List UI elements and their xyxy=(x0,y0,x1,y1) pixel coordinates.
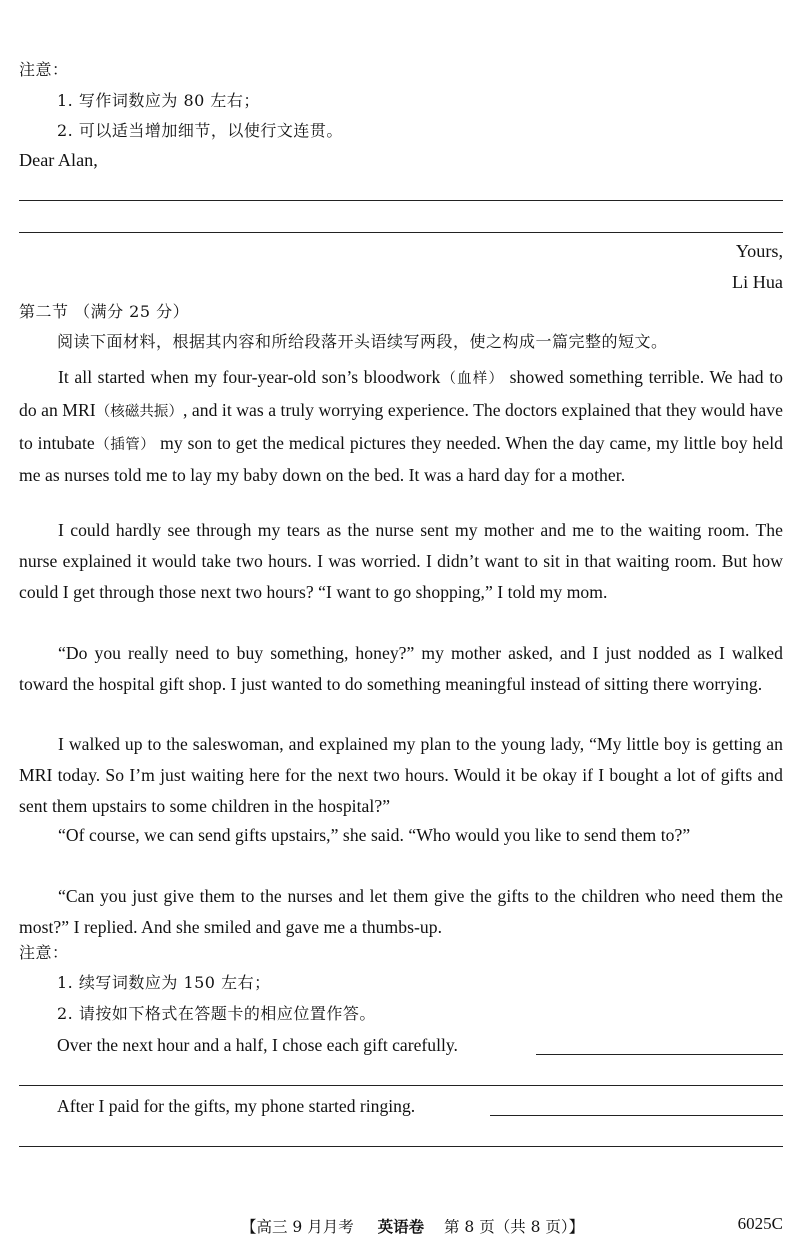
paragraph-text: “Can you just give them to the nurses and let them give the gifts to the children who need them the most?” I replied. And she smiled and gave me a thumbs-up. xyxy=(19,886,783,937)
story-paragraph xyxy=(19,515,783,607)
story-paragraph xyxy=(19,362,783,491)
continuation-prompt-1 xyxy=(57,1035,458,1056)
footer-code: 6025C xyxy=(737,1214,783,1233)
notice-heading-2: 注意： xyxy=(19,943,69,962)
paragraph-text: I could hardly see through my tears as the nurse sent my mother and me to the waiting room. The nurse explained it would take two hours. I was worried. I didn’t want to sit in that waiting room. But how could I get through those next two hours? “I want to go shopping,” I told my mom. xyxy=(19,520,783,602)
notice-item-2: 2. 可以适当增加细节，以使行文连贯。 xyxy=(57,121,343,140)
answer-line xyxy=(19,200,783,201)
salutation: Dear Alan, xyxy=(19,150,98,170)
answer-line xyxy=(490,1115,783,1116)
section-heading: 第二节 （满分 25 分） xyxy=(19,302,190,321)
continuation-prompt-2 xyxy=(57,1096,415,1117)
answer-line xyxy=(19,1146,783,1147)
footer-subject: 英语卷 xyxy=(377,1217,425,1236)
paragraph-text: “Do you really need to buy something, honey?” my mother asked, and I just nodded as I walked toward the hospital gift shop. I just wanted to do something meaningful instead of sitting there worrying. xyxy=(19,643,783,694)
paragraph-text: showed something terrible. We had to do an MRI xyxy=(19,367,783,420)
paragraph-text: , and it was a truly worrying experience. The doctors explained that they would have to intubate xyxy=(19,399,783,453)
answer-line xyxy=(536,1054,783,1055)
answer-line xyxy=(19,232,783,233)
prompt-text: Over the next hour and a half, I chose each gift carefully. xyxy=(57,1035,458,1055)
paragraph-text: I walked up to the saleswoman, and explained my plan to the young lady, “My little boy is getting an MRI today. So I’m just waiting here for the next two hours. Would it be okay if I bought a lot of gifts and sent them upstairs to some children in the hospital?” xyxy=(19,734,783,816)
notice-heading: 注意： xyxy=(19,60,69,79)
closing: Yours, xyxy=(735,241,783,261)
story-paragraph xyxy=(19,881,783,943)
paragraph-text: my son to get the medical pictures they needed. When the day came, my little boy held me as nurses told me to lay my baby down on the bed. It was a hard day for a mother. xyxy=(19,432,783,486)
notice-item-3: 1. 续写词数应为 150 左右； xyxy=(57,973,271,992)
signature: Li Hua xyxy=(731,272,783,292)
story-paragraph xyxy=(19,729,783,821)
chinese-gloss: （血样） xyxy=(440,371,505,387)
section-instruction: 阅读下面材料，根据其内容和所给段落开头语续写两段，使之构成一篇完整的短文。 xyxy=(57,332,668,351)
paragraph-text: “Of course, we can send gifts upstairs,” she said. “Who would you like to send them to?” xyxy=(58,825,691,845)
story-paragraph xyxy=(19,638,783,700)
story-paragraph xyxy=(19,820,783,851)
notice-item-1: 1. 写作词数应为 80 左右； xyxy=(57,91,260,110)
chinese-gloss: （核磁共振） xyxy=(95,403,184,420)
answer-line xyxy=(19,1085,783,1086)
chinese-gloss: （插管） xyxy=(94,436,156,453)
page-footer xyxy=(241,1215,584,1237)
prompt-text: After I paid for the gifts, my phone started ringing. xyxy=(57,1096,416,1116)
exam-page xyxy=(19,0,783,1257)
footer-exam: 【高三 9 月月考 xyxy=(241,1218,354,1236)
paragraph-text: It all started when my four-year-old son’s bloodwork xyxy=(58,367,441,387)
notice-item-4: 2. 请按如下格式在答题卡的相应位置作答。 xyxy=(57,1004,376,1023)
footer-page: 第 8 页（共 8 页）】 xyxy=(443,1218,585,1236)
